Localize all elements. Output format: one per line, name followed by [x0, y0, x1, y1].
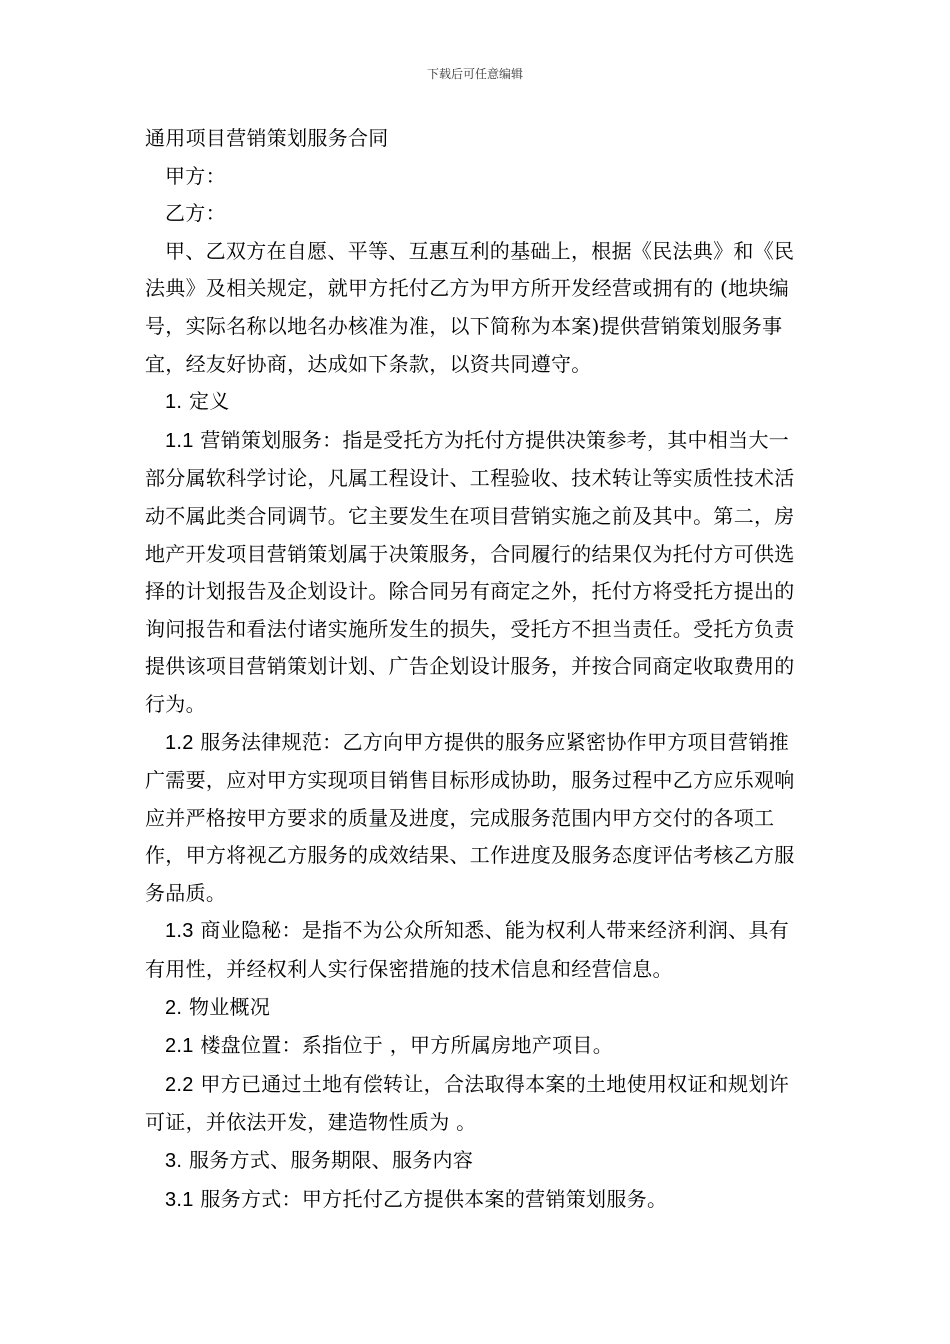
clause-1-2: [145, 724, 807, 913]
document-body: [145, 120, 807, 1219]
preamble-paragraph: 甲、乙双方在自愿、平等、互惠互利的基础上，根据《民法典》和《民法典》及相关规定，就甲方托付乙方为甲方所开发经营或拥有的 (地块编号，实际名称以地名办核准为准，以下简称为本案)提供营销策划服务事宜，经友好协商，达成如下条款，以资共同遵守。: [145, 238, 795, 376]
clause-number: 2.2: [165, 1073, 194, 1096]
clause-text: 服务方式：甲方托付乙方提供本案的营销策划服务。: [193, 1186, 668, 1211]
section-number: 3.: [165, 1150, 183, 1173]
clause-text: 甲方已通过土地有偿转让，合法取得本案的土地使用权证和规划许可证，并依法开发，建造物性质为 。: [145, 1071, 790, 1135]
clause-1-3: [145, 912, 807, 988]
clause-2-2: [145, 1066, 807, 1142]
section-number: 1.: [165, 391, 183, 414]
section-text: 定义: [182, 389, 230, 414]
section-3-heading: [145, 1142, 807, 1181]
clause-number: 3.1: [165, 1188, 194, 1211]
document-title: 通用项目营销策划服务合同: [145, 126, 389, 150]
section-text: 服务方式、服务期限、服务内容: [182, 1148, 474, 1173]
party-b-line: 乙方：: [165, 201, 226, 226]
party-a-line: 甲方：: [165, 163, 226, 188]
clause-number: 1.1: [165, 429, 194, 452]
section-number: 2.: [165, 996, 183, 1019]
clause-text: 楼盘位置：系指位于 ，甲方所属房地产项目。: [193, 1033, 614, 1058]
clause-number: 1.2: [165, 731, 194, 754]
clause-1-1: [145, 422, 807, 724]
clause-2-1: [145, 1027, 807, 1066]
clause-3-1: [145, 1181, 807, 1220]
clause-number: 2.1: [165, 1035, 194, 1058]
clause-text: 服务法律规范：乙方向甲方提供的服务应紧密协作甲方项目营销推广需要，应对甲方实现项目销售目标形成协助，服务过程中乙方应乐观响应并严格按甲方要求的质量及进度，完成服务范围内甲方交付的各项工作，甲方将视乙方服务的成效结果、工作进度及服务态度评估考核乙方服务品质。: [145, 729, 795, 905]
clause-text: 商业隐秘：是指不为公众所知悉、能为权利人带来经济利润、具有有用性，并经权利人实行保密措施的技术信息和经营信息。: [145, 918, 790, 982]
section-2-heading: [145, 989, 807, 1028]
section-text: 物业概况: [182, 994, 271, 1019]
header-note: 下载后可任意编辑: [426, 67, 523, 81]
section-1-heading: [145, 383, 807, 422]
clause-number: 1.3: [165, 920, 194, 943]
clause-text: 营销策划服务：指是受托方为托付方提供决策参考，其中相当大一部分属软科学讨论，凡属工程设计、工程验收、技术转让等实质性技术活动不属此类合同调节。它主要发生在项目营销实施之前及其中。第二，房地产开发项目营销策划属于决策服务，合同履行的结果仅为托付方可供选择的计划报告及企划设计。除合同另有商定之外，托付方将受托方提出的询问报告和看法付诸实施所发生的损失，受托方不担当责任。受托方负责提供该项目营销策划计划、广告企划设计服务，并按合同商定收取费用的行为。: [145, 427, 795, 716]
